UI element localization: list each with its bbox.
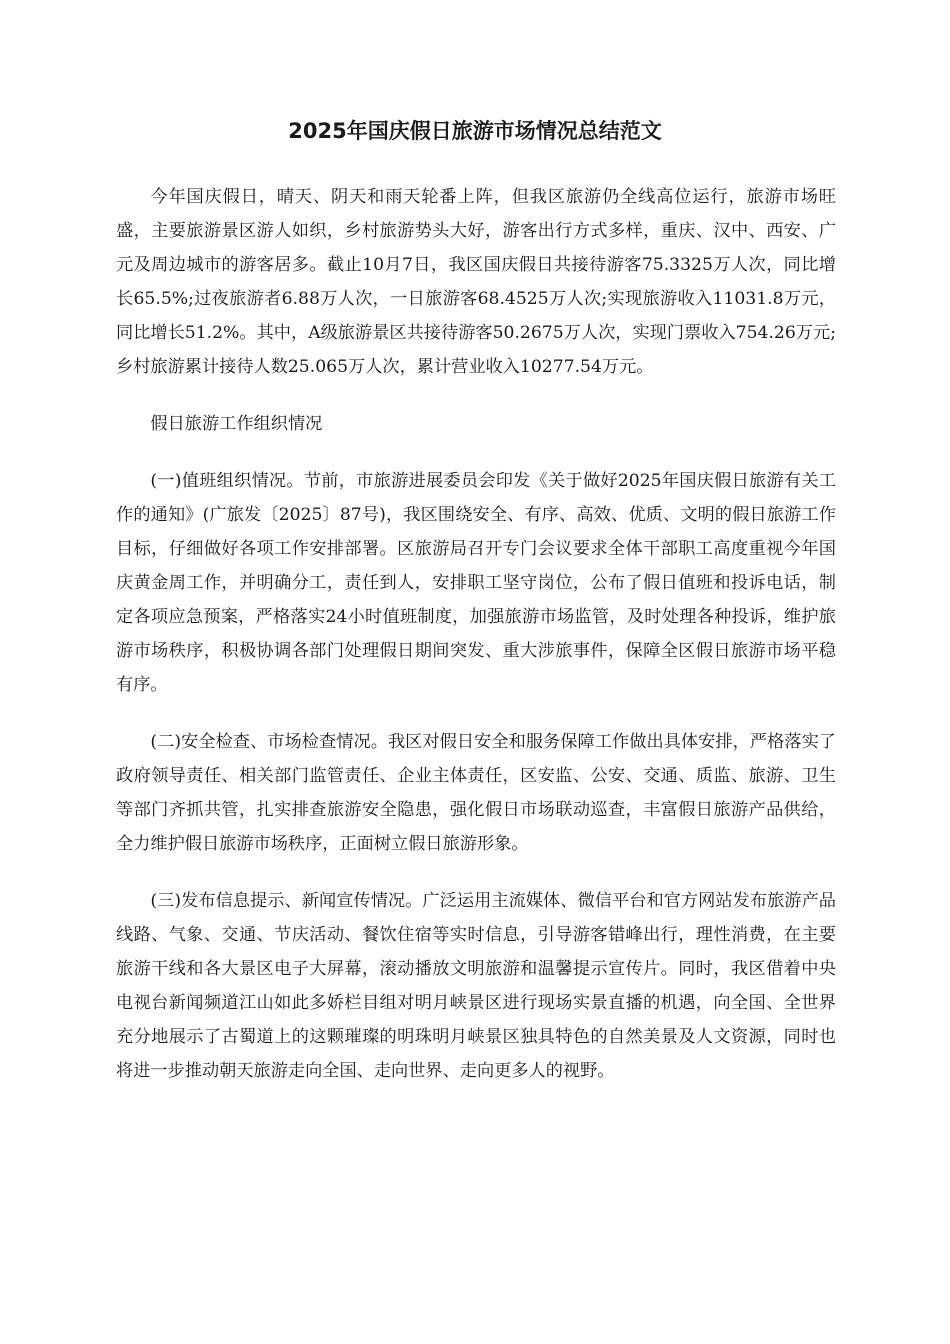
paragraph-gap: [116, 702, 836, 725]
section-heading: 假日旅游工作组织情况: [150, 414, 323, 434]
document-body: [116, 180, 836, 1088]
paragraph-publicity: (三)发布信息提示、新闻宣传情况。广泛运用主流媒体、微信平台和官方网站发布旅游产品线路、气象、交通、节庆活动、餐饮住宿等实时信息，引导游客错峰出行，理性消费，在主要旅游干线和各大景区电子大屏幕，滚动播放文明旅游和温馨提示宣传片。同时，我区借着中央电视台新闻频道江山如此多娇栏目组对明月峡景区进行现场实景直播的机遇，向全国、全世界充分地展示了古蜀道上的这颗璀璨的明珠明月峡景区独具特色的自然美景及人文资源，同时也将进一步推动朝天旅游走向全国、走向世界、走向更多人的视野。: [116, 891, 836, 1081]
paragraph-intro: 今年国庆假日，晴天、阴天和雨天轮番上阵，但我区旅游仍全线高位运行，旅游市场旺盛，主要旅游景区游人如织，乡村旅游势头大好，游客出行方式多样，重庆、汉中、西安、广元及周边城市的游客居多。截止10月7日，我区国庆假日共接待游客75.3325万人次，同比增长65.5%;过夜旅游者6.88万人次，一日旅游客68.4525万人次;实现旅游收入11031.8万元，同比增长51.2%。其中，A级旅游景区共接待游客50.2675万人次，实现门票收入754.26万元;乡村旅游累计接待人数25.065万人次，累计营业收入10277.54万元。: [116, 187, 836, 377]
document-title: 2025年国庆假日旅游市场情况总结范文: [288, 119, 662, 143]
paragraph-duty-organization: (一)值班组织情况。节前，市旅游进展委员会印发《关于做好2025年国庆假日旅游有关工作的通知》(广旅发〔2025〕87号)，我区围绕安全、有序、高效、优质、文明的假日旅游工作目标，仔细做好各项工作安排部署。区旅游局召开专门会议要求全体干部职工高度重视今年国庆黄金周工作，并明确分工，责任到人，安排职工坚守岗位，公布了假日值班和投诉电话，制定各项应急预案，严格落实24小时值班制度，加强旅游市场监管，及时处理各种投诉，维护旅游市场秩序，积极协调各部门处理假日期间突发、重大涉旅事件，保障全区假日旅游市场平稳有序。: [116, 471, 836, 695]
paragraph-gap: [116, 441, 836, 464]
paragraph-safety-inspection: (二)安全检查、市场检查情况。我区对假日安全和服务保障工作做出具体安排，严格落实了政府领导责任、相关部门监管责任、企业主体责任，区安监、公安、交通、质监、旅游、卫生等部门齐抓共管，扎实排查旅游安全隐患，强化假日市场联动巡查，丰富假日旅游产品供给，全力维护假日旅游市场秩序，正面树立假日旅游形象。: [116, 732, 836, 854]
paragraph-gap: [116, 861, 836, 884]
paragraph-gap: [116, 384, 836, 407]
